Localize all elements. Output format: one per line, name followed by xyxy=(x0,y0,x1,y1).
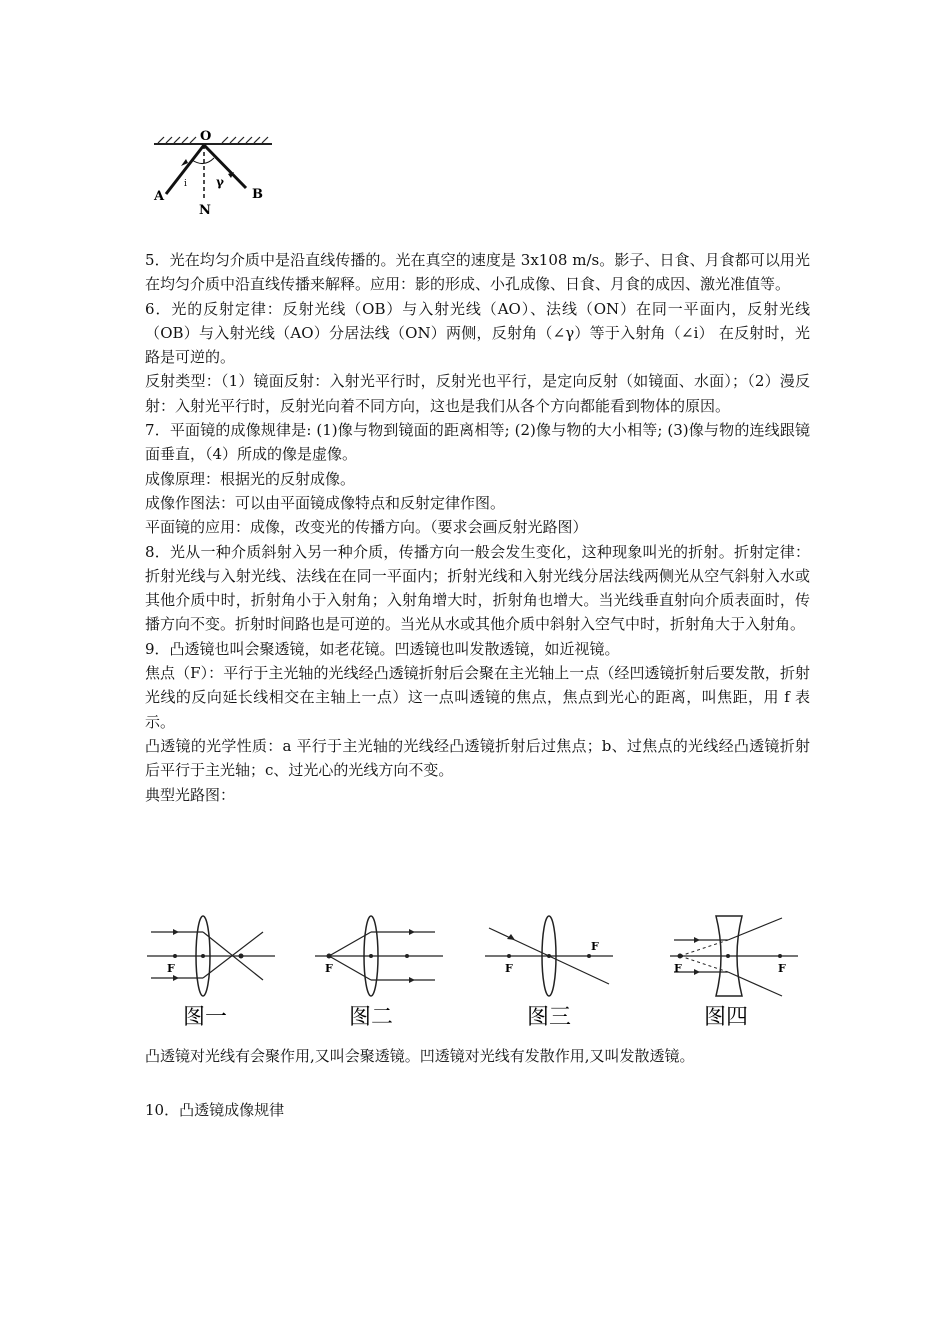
paragraph-6: 6．光的反射定律：反射光线（OB）与入射光线（AO）、法线（ON）在同一平面内，反射光线（OB）与入射光线（AO）分居法线（ON）两侧，反射角（∠γ）等于入射角（∠i） 在反射时，光路是可逆的。 xyxy=(145,299,810,367)
label-N: N xyxy=(199,203,211,218)
main-text xyxy=(145,248,810,807)
paragraph-9: 9．凸透镜也叫会聚透镜，如老花镜。凹透镜也叫发散透镜，如近视镜。 xyxy=(145,639,620,658)
paragraph-5: 5．光在均匀介质中是沿直线传播的。光在真空的速度是 3x108 m/s。影子、日食、月食都可以用光在均匀介质中沿直线传播来解释。应用：影的形成、小孔成像、日食、月食的成因、激光准值等。 xyxy=(145,251,810,294)
paragraph-imaging-principle: 成像原理：根据光的反射成像。 xyxy=(145,469,356,488)
lens-figure-4 xyxy=(670,912,800,1032)
lens-summary: 凸透镜对光线有会聚作用,又叫会聚透镜。凹透镜对光线有发散作用,又叫发散透镜。 xyxy=(145,1047,695,1065)
lens-diagrams xyxy=(145,912,810,1032)
reflection-diagram xyxy=(148,128,278,218)
focus-label: F xyxy=(167,962,175,975)
figure-caption: 图三 xyxy=(527,1005,572,1030)
paragraph-typical-ray-diagrams: 典型光路图： xyxy=(145,785,236,804)
paragraph-focus: 焦点（F）：平行于主光轴的光线经凸透镜折射后会聚在主光轴上一点（经凹透镜折射后要发散，折射光线的反向延长线相交在主轴上一点）这一点叫透镜的焦点，焦点到光心的距离，叫焦距，用 f 表示。 xyxy=(145,664,810,731)
paragraph-convex-properties: 凸透镜的光学性质：a 平行于主光轴的光线经凸透镜折射后过焦点；b、过焦点的光线经凸透镜折射后平行于主光轴；c、过光心的光线方向不变。 xyxy=(145,736,810,780)
lens-figure-2 xyxy=(315,912,445,1032)
label-i: i xyxy=(184,179,187,189)
lens-figure-1 xyxy=(147,912,277,1032)
focus-label-right: F xyxy=(778,962,786,975)
focus-label: F xyxy=(325,962,333,975)
label-B: B xyxy=(252,187,263,202)
lens-figure-3 xyxy=(485,912,615,1032)
paragraph-reflection-types: 反射类型：（1）镜面反射：入射光平行时，反射光也平行，是定向反射（如镜面、水面）；（2）漫反射：入射光平行时，反射光向着不同方向，这也是我们从各个方向都能看到物体的原因。 xyxy=(145,372,810,415)
focus-label: F xyxy=(674,962,682,975)
paragraph-mirror-application: 平面镜的应用：成像，改变光的传播方向。（要求会画反射光路图） xyxy=(145,518,588,537)
focus-label: F xyxy=(505,962,513,975)
label-O: O xyxy=(200,129,212,144)
paragraph-drawing-method: 成像作图法：可以由平面镜成像特点和反射定律作图。 xyxy=(145,493,506,512)
focus-label-right: F xyxy=(591,940,599,953)
figure-caption: 图一 xyxy=(183,1005,228,1030)
label-gamma: γ xyxy=(216,175,224,189)
paragraph-7: 7．平面镜的成像规律是: (1)像与物到镜面的距离相等; (2)像与物的大小相等; (3)像与物的连线跟镜面垂直，（4）所成的像是虚像。 xyxy=(145,421,810,464)
section-10-heading: 10．凸透镜成像规律 xyxy=(145,1101,285,1119)
label-A: A xyxy=(154,189,165,204)
figure-caption: 图二 xyxy=(349,1005,394,1030)
reflected-ray xyxy=(204,145,246,188)
paragraph-8: 8．光从一种介质斜射入另一种介质，传播方向一般会发生变化，这种现象叫光的折射。折射定律：折射光线与入射光线、法线在在同一平面内；折射光线和入射光线分居法线两侧光从空气斜射入水或其他介质中时，折射角小于入射角；入射角增大时，折射角也增大。当光线垂直射向介质表面时，传播方向不变。折射时间路也是可逆的。当光从水或其他介质中斜射入空气中时，折射角大于入射角。 xyxy=(145,542,810,634)
figure-caption: 图四 xyxy=(704,1005,749,1030)
